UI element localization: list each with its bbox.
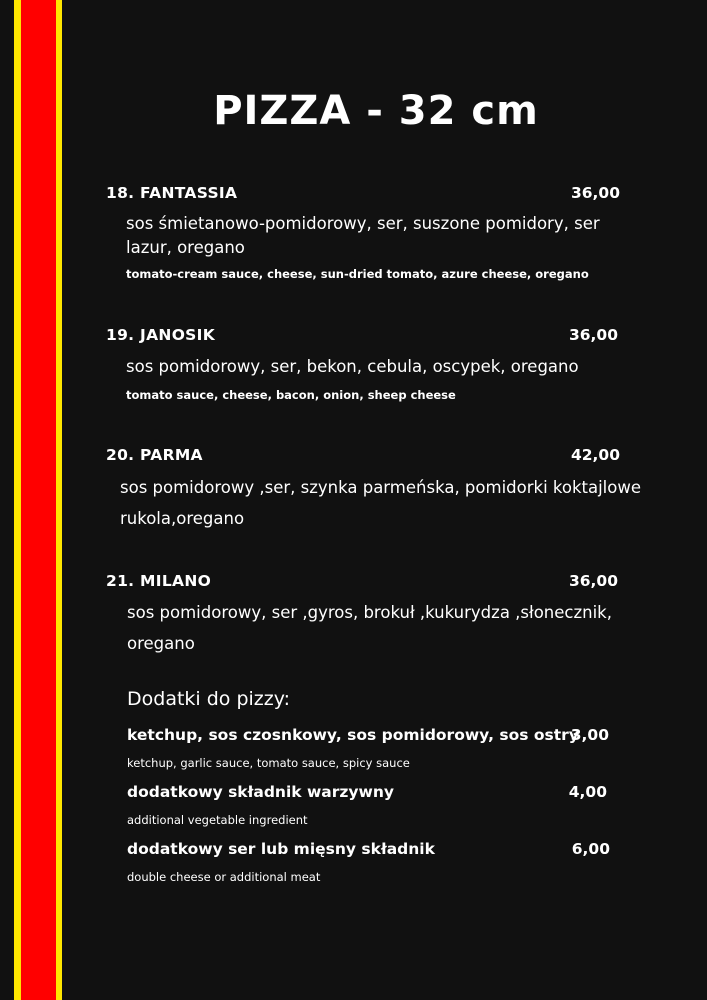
addon-name: dodatkowy ser lub mięsny składnik xyxy=(127,840,435,858)
left-stripe-yellow-outer xyxy=(14,0,21,1000)
addon-name: ketchup, sos czosnkowy, sos pomidorowy, sos ostry xyxy=(127,726,579,744)
pizza-price: 36,00 xyxy=(568,572,618,590)
addon-name: dodatkowy składnik warzywny xyxy=(127,783,394,801)
addon-english: ketchup, garlic sauce, tomato sauce, spicy sauce xyxy=(127,756,410,770)
left-stripe-yellow-inner xyxy=(56,0,62,1000)
left-stripe-red xyxy=(21,0,56,1000)
page-title: PIZZA - 32 cm xyxy=(213,88,539,134)
pizza-description-line: sos pomidorowy, ser ,gyros, brokuł ,kukurydza ,słonecznik, xyxy=(127,603,612,622)
addon-price: 4,00 xyxy=(568,783,607,801)
pizza-price: 42,00 xyxy=(570,446,620,464)
pizza-description-line: oregano xyxy=(127,634,195,653)
pizza-price: 36,00 xyxy=(570,184,620,202)
pizza-description-line: rukola,oregano xyxy=(120,509,245,528)
pizza-price: 36,00 xyxy=(568,326,618,344)
pizza-name: 20. PARMA xyxy=(106,446,203,464)
pizza-description-line: sos pomidorowy, ser, bekon, cebula, oscypek, oregano xyxy=(126,357,579,376)
pizza-description-line: sos śmietanowo-pomidorowy, ser, suszone pomidory, ser xyxy=(126,214,600,233)
pizza-description-line: lazur, oregano xyxy=(126,238,245,257)
pizza-english-description: tomato sauce, cheese, bacon, onion, sheep cheese xyxy=(126,388,456,402)
addons-heading: Dodatki do pizzy: xyxy=(127,688,291,710)
pizza-name: 19. JANOSIK xyxy=(106,326,216,344)
pizza-description-line: sos pomidorowy ,ser, szynka parmeńska, pomidorki koktajlowe xyxy=(120,478,642,497)
pizza-name: 21. MILANO xyxy=(106,572,212,590)
addon-price: 3,00 xyxy=(570,726,609,744)
pizza-english-description: tomato-cream sauce, cheese, sun-dried tomato, azure cheese, oregano xyxy=(126,267,589,281)
pizza-name: 18. FANTASSIA xyxy=(106,184,238,202)
addon-price: 6,00 xyxy=(571,840,610,858)
addon-english: double cheese or additional meat xyxy=(127,870,321,884)
addon-english: additional vegetable ingredient xyxy=(127,813,308,827)
